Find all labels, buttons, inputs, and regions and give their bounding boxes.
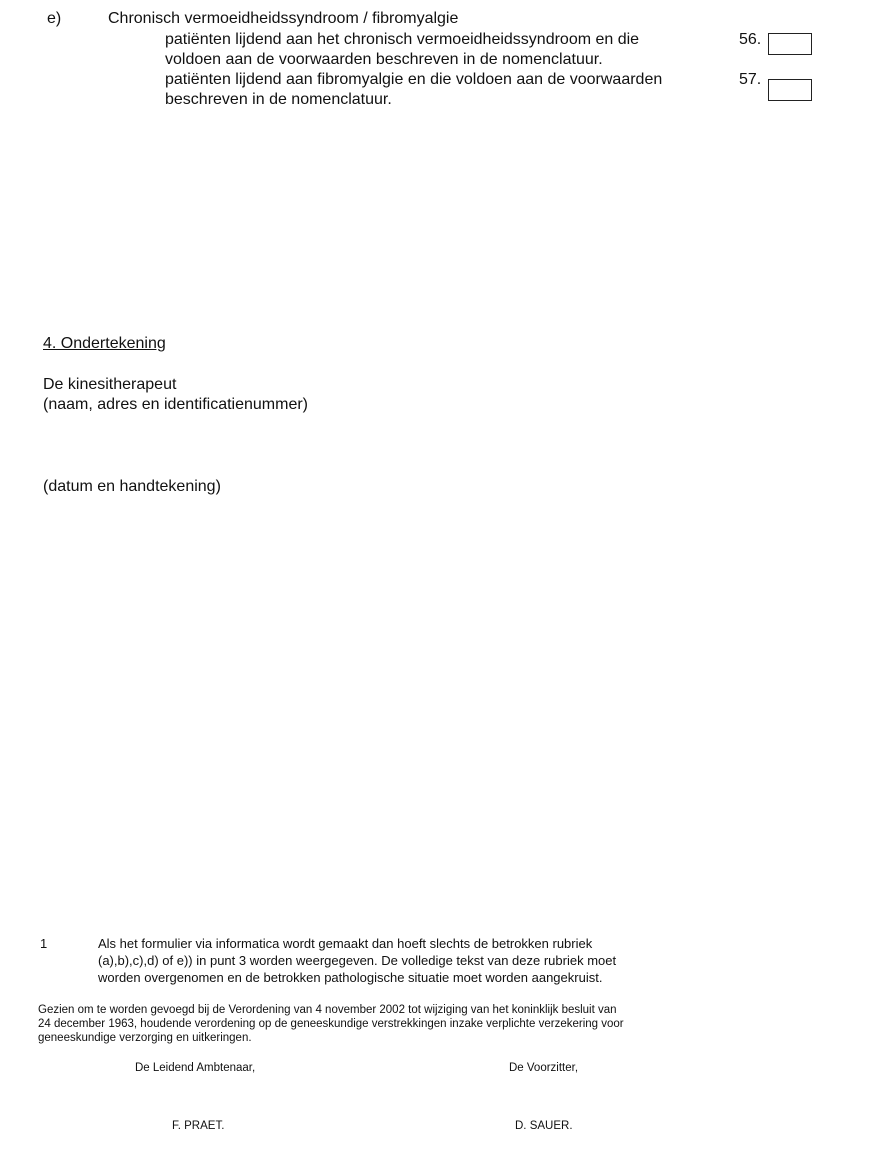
annex-line-3: geneeskundige verzorging en uitkeringen. [38, 1032, 252, 1044]
item-57-line-2: beschreven in de nomenclatuur. [165, 91, 392, 108]
right-signatory-title: De Voorzitter, [509, 1062, 579, 1074]
footnote-marker: 1 [40, 936, 48, 951]
section-e-title: Chronisch vermoeidheidssyndroom / fibromyalgie [108, 10, 459, 27]
footnote-line-2: (a),b),c),d) of e)) in punt 3 worden weergegeven. De volledige tekst van deze rubriek moet [98, 953, 617, 968]
left-signatory-name: F. PRAET. [172, 1120, 225, 1132]
item-56-line-1: patiënten lijdend aan het chronisch vermoeidheidssyndroom en die [165, 31, 640, 48]
section-e-letter: e) [47, 10, 62, 27]
item-57-checkbox[interactable] [768, 79, 812, 101]
left-signatory-title: De Leidend Ambtenaar, [135, 1062, 256, 1074]
annex-line-2: 24 december 1963, houdende verordening op de geneeskundige verstrekkingen inzake verplichte verzekering voor [38, 1018, 624, 1030]
item-57-line-1: patiënten lijdend aan fibromyalgie en die voldoen aan de voorwaarden [165, 71, 663, 88]
therapist-label: De kinesitherapeut [43, 376, 177, 393]
item-56-line-2: voldoen aan de voorwaarden beschreven in de nomenclatuur. [165, 51, 603, 68]
item-56-checkbox[interactable] [768, 33, 812, 55]
item-57-number: 57. [739, 71, 762, 88]
footnote-line-3: worden overgenomen en de betrokken pathologische situatie moet worden aangekruist. [98, 970, 603, 985]
item-56-number: 56. [739, 31, 762, 48]
annex-line-1: Gezien om te worden gevoegd bij de Verordening van 4 november 2002 tot wijziging van het koninklijk besluit van [38, 1004, 617, 1016]
signature-heading: 4. Ondertekening [43, 335, 166, 352]
right-signatory-name: D. SAUER. [515, 1120, 573, 1132]
footnote-line-1: Als het formulier via informatica wordt gemaakt dan hoeft slechts de betrokken rubriek [98, 936, 593, 951]
date-signature-label: (datum en handtekening) [43, 478, 221, 495]
therapist-detail: (naam, adres en identificatienummer) [43, 396, 309, 413]
